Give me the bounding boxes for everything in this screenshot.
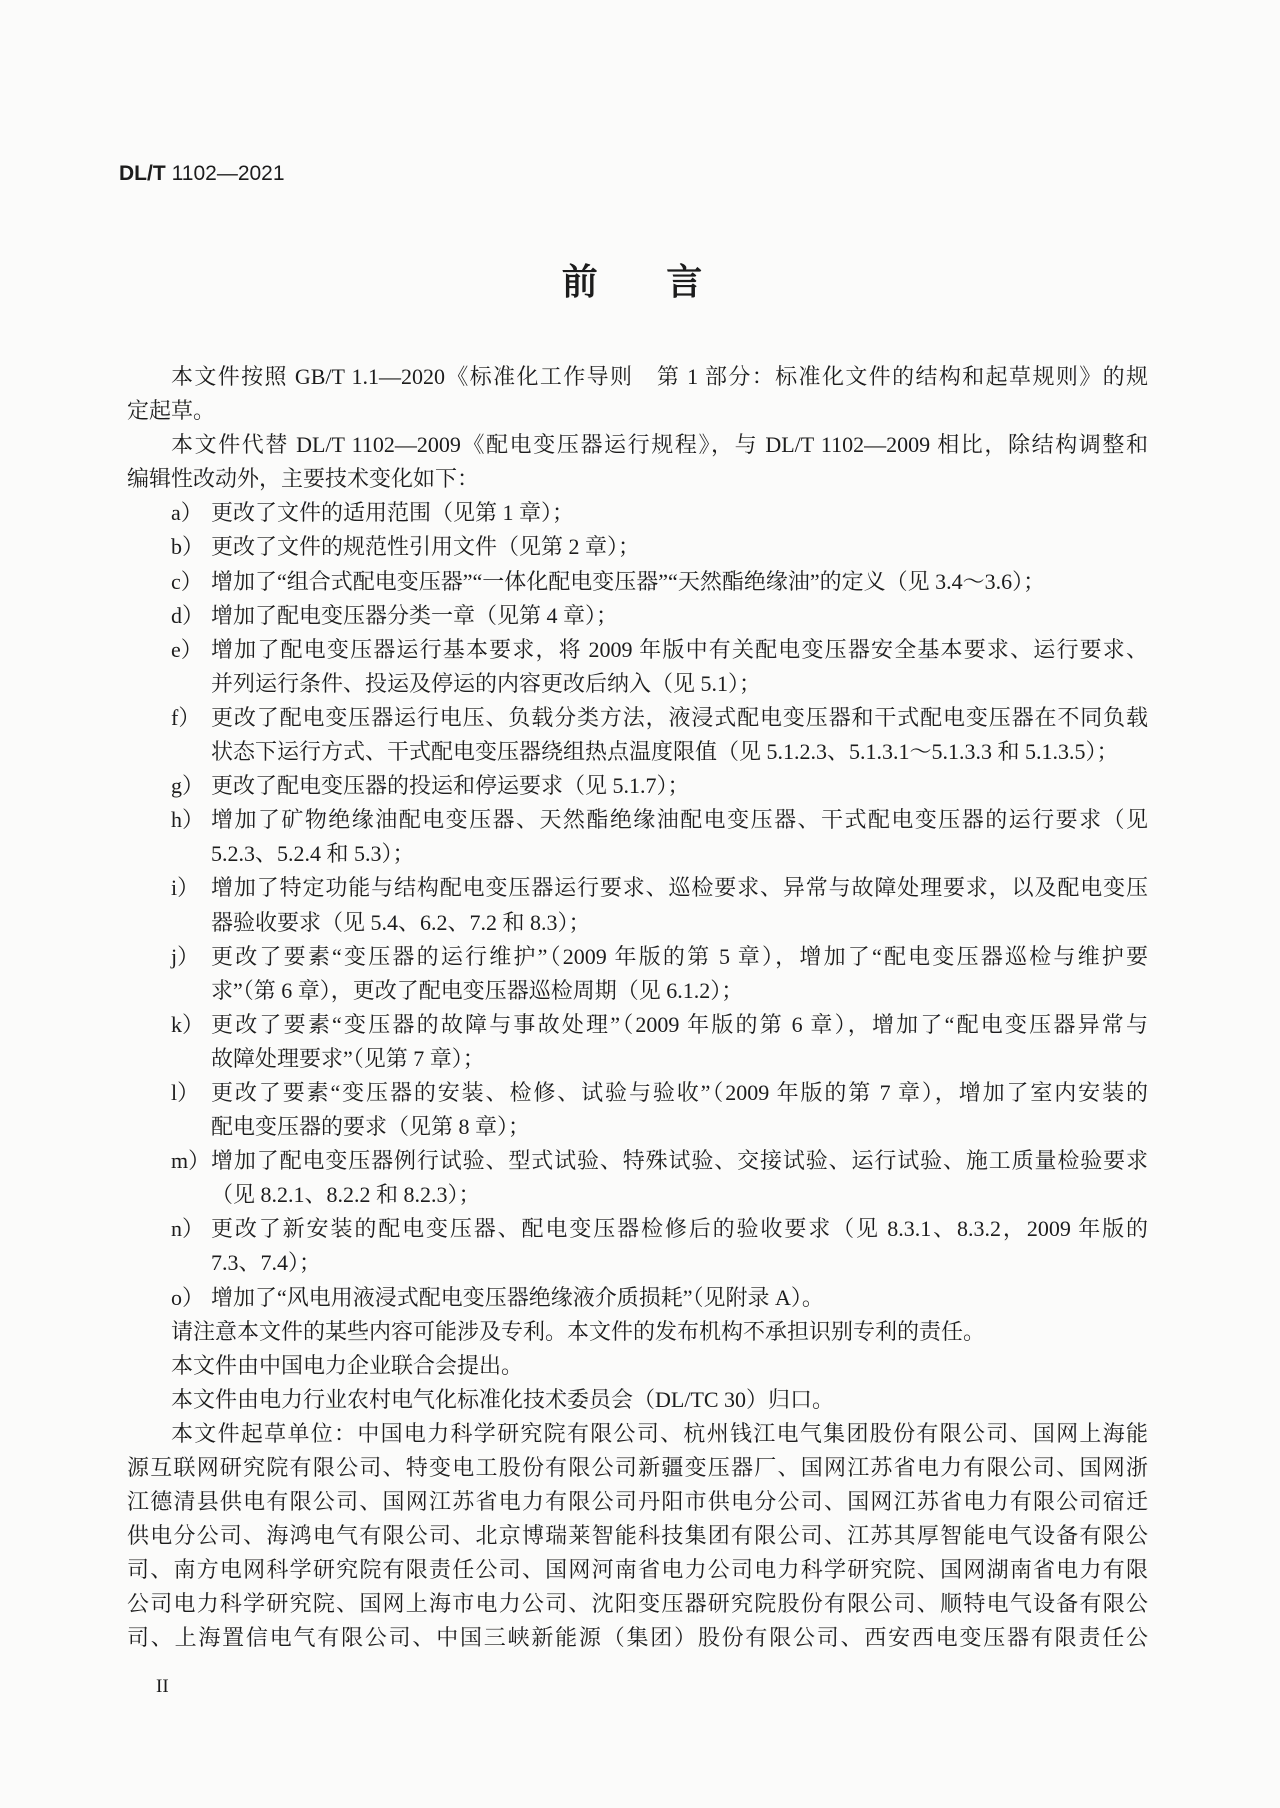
- list-marker: b）: [171, 534, 205, 560]
- list-marker: g）: [171, 773, 205, 799]
- preface-line: 司、南方电网科学研究院有限责任公司、国网河南省电力公司电力科学研究院、国网湖南省电力有限: [127, 1557, 1148, 1583]
- list-marker: o）: [171, 1284, 205, 1310]
- standard-code: DL/T: [119, 162, 166, 185]
- preface-line: 江德清县供电有限公司、国网江苏省电力有限公司丹阳市供电分公司、国网江苏省电力有限公司宿迁: [127, 1489, 1148, 1515]
- preface-line: 司、上海置信电气有限公司、中国三峡新能源（集团）股份有限公司、西安西电变压器有限责任公: [127, 1625, 1148, 1651]
- list-marker: j）: [171, 943, 200, 969]
- changes-list: [127, 496, 1148, 1314]
- list-item: [127, 633, 1148, 701]
- preface-line: 增加了配电变压器分类一章（见第 4 章）；: [211, 602, 619, 628]
- list-item: [127, 496, 1148, 530]
- page-title: 前 言: [561, 262, 703, 303]
- preface-line: 更改了配电变压器的投运和停运要求（见 5.1.7）；: [211, 773, 690, 799]
- list-marker: e）: [171, 636, 203, 662]
- preface-line: 本文件代替 DL/T 1102—2009《配电变压器运行规程》，与 DL/T 1102—2009 相比，除结构调整和: [171, 432, 1148, 458]
- preface-line: 增加了矿物绝缘油配电变压器、天然酯绝缘油配电变压器、干式配电变压器的运行要求（见: [211, 807, 1148, 833]
- list-marker: h）: [171, 807, 205, 833]
- preface-line: 求”（第 6 章），更改了配电变压器巡检周期（见 6.1.2）；: [211, 977, 744, 1003]
- page-number: II: [156, 1676, 169, 1697]
- preface-line: 本文件起草单位：中国电力科学研究院有限公司、杭州钱江电气集团股份有限公司、国网上海能: [171, 1420, 1148, 1446]
- proposer-statement: 本文件由中国电力企业联合会提出。: [171, 1352, 524, 1378]
- preface-line: 更改了新安装的配电变压器、配电变压器检修后的验收要求（见 8.3.1、8.3.2，2009 年版的: [211, 1216, 1148, 1242]
- preface-line: 增加了特定功能与结构配电变压器运行要求、巡检要求、异常与故障处理要求，以及配电变压: [211, 875, 1148, 901]
- list-marker: k）: [171, 1011, 205, 1037]
- preface-line: 公司电力科学研究院、国网上海市电力公司、沈阳变压器研究院股份有限公司、顺特电气设备有限公: [127, 1591, 1148, 1617]
- list-item: [127, 599, 1148, 633]
- preface-line: 更改了配电变压器运行电压、负载分类方法，液浸式配电变压器和干式配电变压器在不同负载: [211, 704, 1148, 730]
- list-item: [127, 871, 1148, 939]
- preface-line: 增加了“风电用液浸式配电变压器绝缘液介质损耗”（见附录 A）。: [211, 1284, 824, 1310]
- preface-paragraph: [127, 428, 1148, 496]
- list-item: [127, 1008, 1148, 1076]
- list-item: [127, 701, 1148, 769]
- preface-line: 更改了文件的规范性引用文件（见第 2 章）；: [211, 534, 641, 560]
- preface-line: 更改了要素“变压器的故障与事故处理”（2009 年版的第 6 章），增加了“配电变压器异常与: [211, 1011, 1148, 1037]
- preface-line: 更改了文件的适用范围（见第 1 章）；: [211, 500, 575, 526]
- preface-line: 7.3、7.4）；: [211, 1250, 322, 1276]
- preface-line: 源互联网研究院有限公司、特变电工股份有限公司新疆变压器厂、国网江苏省电力有限公司、国网浙: [127, 1455, 1148, 1480]
- preface-line: 增加了“组合式配电变压器”“一体化配电变压器”“天然酯绝缘油”的定义（见 3.4～3.6）；: [211, 568, 1046, 594]
- list-marker: f）: [171, 704, 201, 730]
- list-item: [127, 769, 1148, 803]
- list-item: [127, 1212, 1148, 1280]
- preface-line: 更改了要素“变压器的运行维护”（2009 年版的第 5 章），增加了“配电变压器巡检与维护要: [211, 943, 1148, 969]
- list-marker: m）: [171, 1148, 211, 1174]
- committee-statement: 本文件由电力行业农村电气化标准化技术委员会（DL/TC 30）归口。: [171, 1386, 835, 1412]
- preface-line: 配电变压器的要求（见第 8 章）；: [211, 1114, 531, 1140]
- preface-line: 定起草。: [127, 398, 216, 424]
- preface-line: 并列运行条件、投运及停运的内容更改后纳入（见 5.1）；: [211, 670, 762, 696]
- list-item: [127, 1281, 1148, 1315]
- list-marker: l）: [171, 1079, 200, 1105]
- list-item: [127, 940, 1148, 1008]
- preface-line: 更改了要素“变压器的安装、检修、试验与验收”（2009 年版的第 7 章），增加了室内安装的: [211, 1079, 1148, 1105]
- list-marker: a）: [171, 500, 203, 526]
- preface-line: 本文件按照 GB/T 1.1—2020《标准化工作导则 第 1 部分：标准化文件的结构和起草规则》的规: [171, 364, 1148, 389]
- preface-line: 增加了配电变压器例行试验、型式试验、特殊试验、交接试验、运行试验、施工质量检验要求: [211, 1148, 1148, 1174]
- preface-line: 编辑性改动外，主要技术变化如下：: [127, 466, 480, 492]
- list-marker: d）: [171, 602, 205, 628]
- preface-line: （见 8.2.1、8.2.2 和 8.2.3）；: [211, 1182, 481, 1208]
- list-item: [127, 565, 1148, 599]
- list-item: [127, 1144, 1148, 1212]
- standard-year-number: 1102—2021: [171, 162, 285, 185]
- drafting-units-paragraph: [127, 1417, 1148, 1656]
- preface-line: 故障处理要求”（见第 7 章）；: [211, 1045, 485, 1071]
- list-marker: n）: [171, 1216, 205, 1242]
- preface-paragraph: [127, 360, 1148, 428]
- patent-note: 请注意本文件的某些内容可能涉及专利。本文件的发布机构不承担识别专利的责任。: [171, 1318, 986, 1344]
- preface-line: 5.2.3、5.2.4 和 5.3）；: [211, 841, 415, 867]
- preface-body: [127, 360, 1148, 1656]
- list-marker: i）: [171, 875, 200, 901]
- list-item: [127, 803, 1148, 871]
- list-marker: c）: [171, 568, 203, 594]
- preface-line: 状态下运行方式、干式配电变压器绕组热点温度限值（见 5.1.2.3、5.1.3.1～5.1.3.3 和 5.1.3.5）；: [211, 739, 1119, 765]
- list-item: [127, 530, 1148, 564]
- preface-line: 增加了配电变压器运行基本要求，将 2009 年版中有关配电变压器安全基本要求、运行要求、: [211, 636, 1148, 662]
- preface-line: 器验收要求（见 5.4、6.2、7.2 和 8.3）；: [211, 909, 591, 935]
- standard-number: [119, 159, 285, 187]
- preface-line: 供电分公司、海鸿电气有限公司、北京博瑞莱智能科技集团有限公司、江苏其厚智能电气设备有限公: [127, 1523, 1148, 1549]
- list-item: [127, 1076, 1148, 1144]
